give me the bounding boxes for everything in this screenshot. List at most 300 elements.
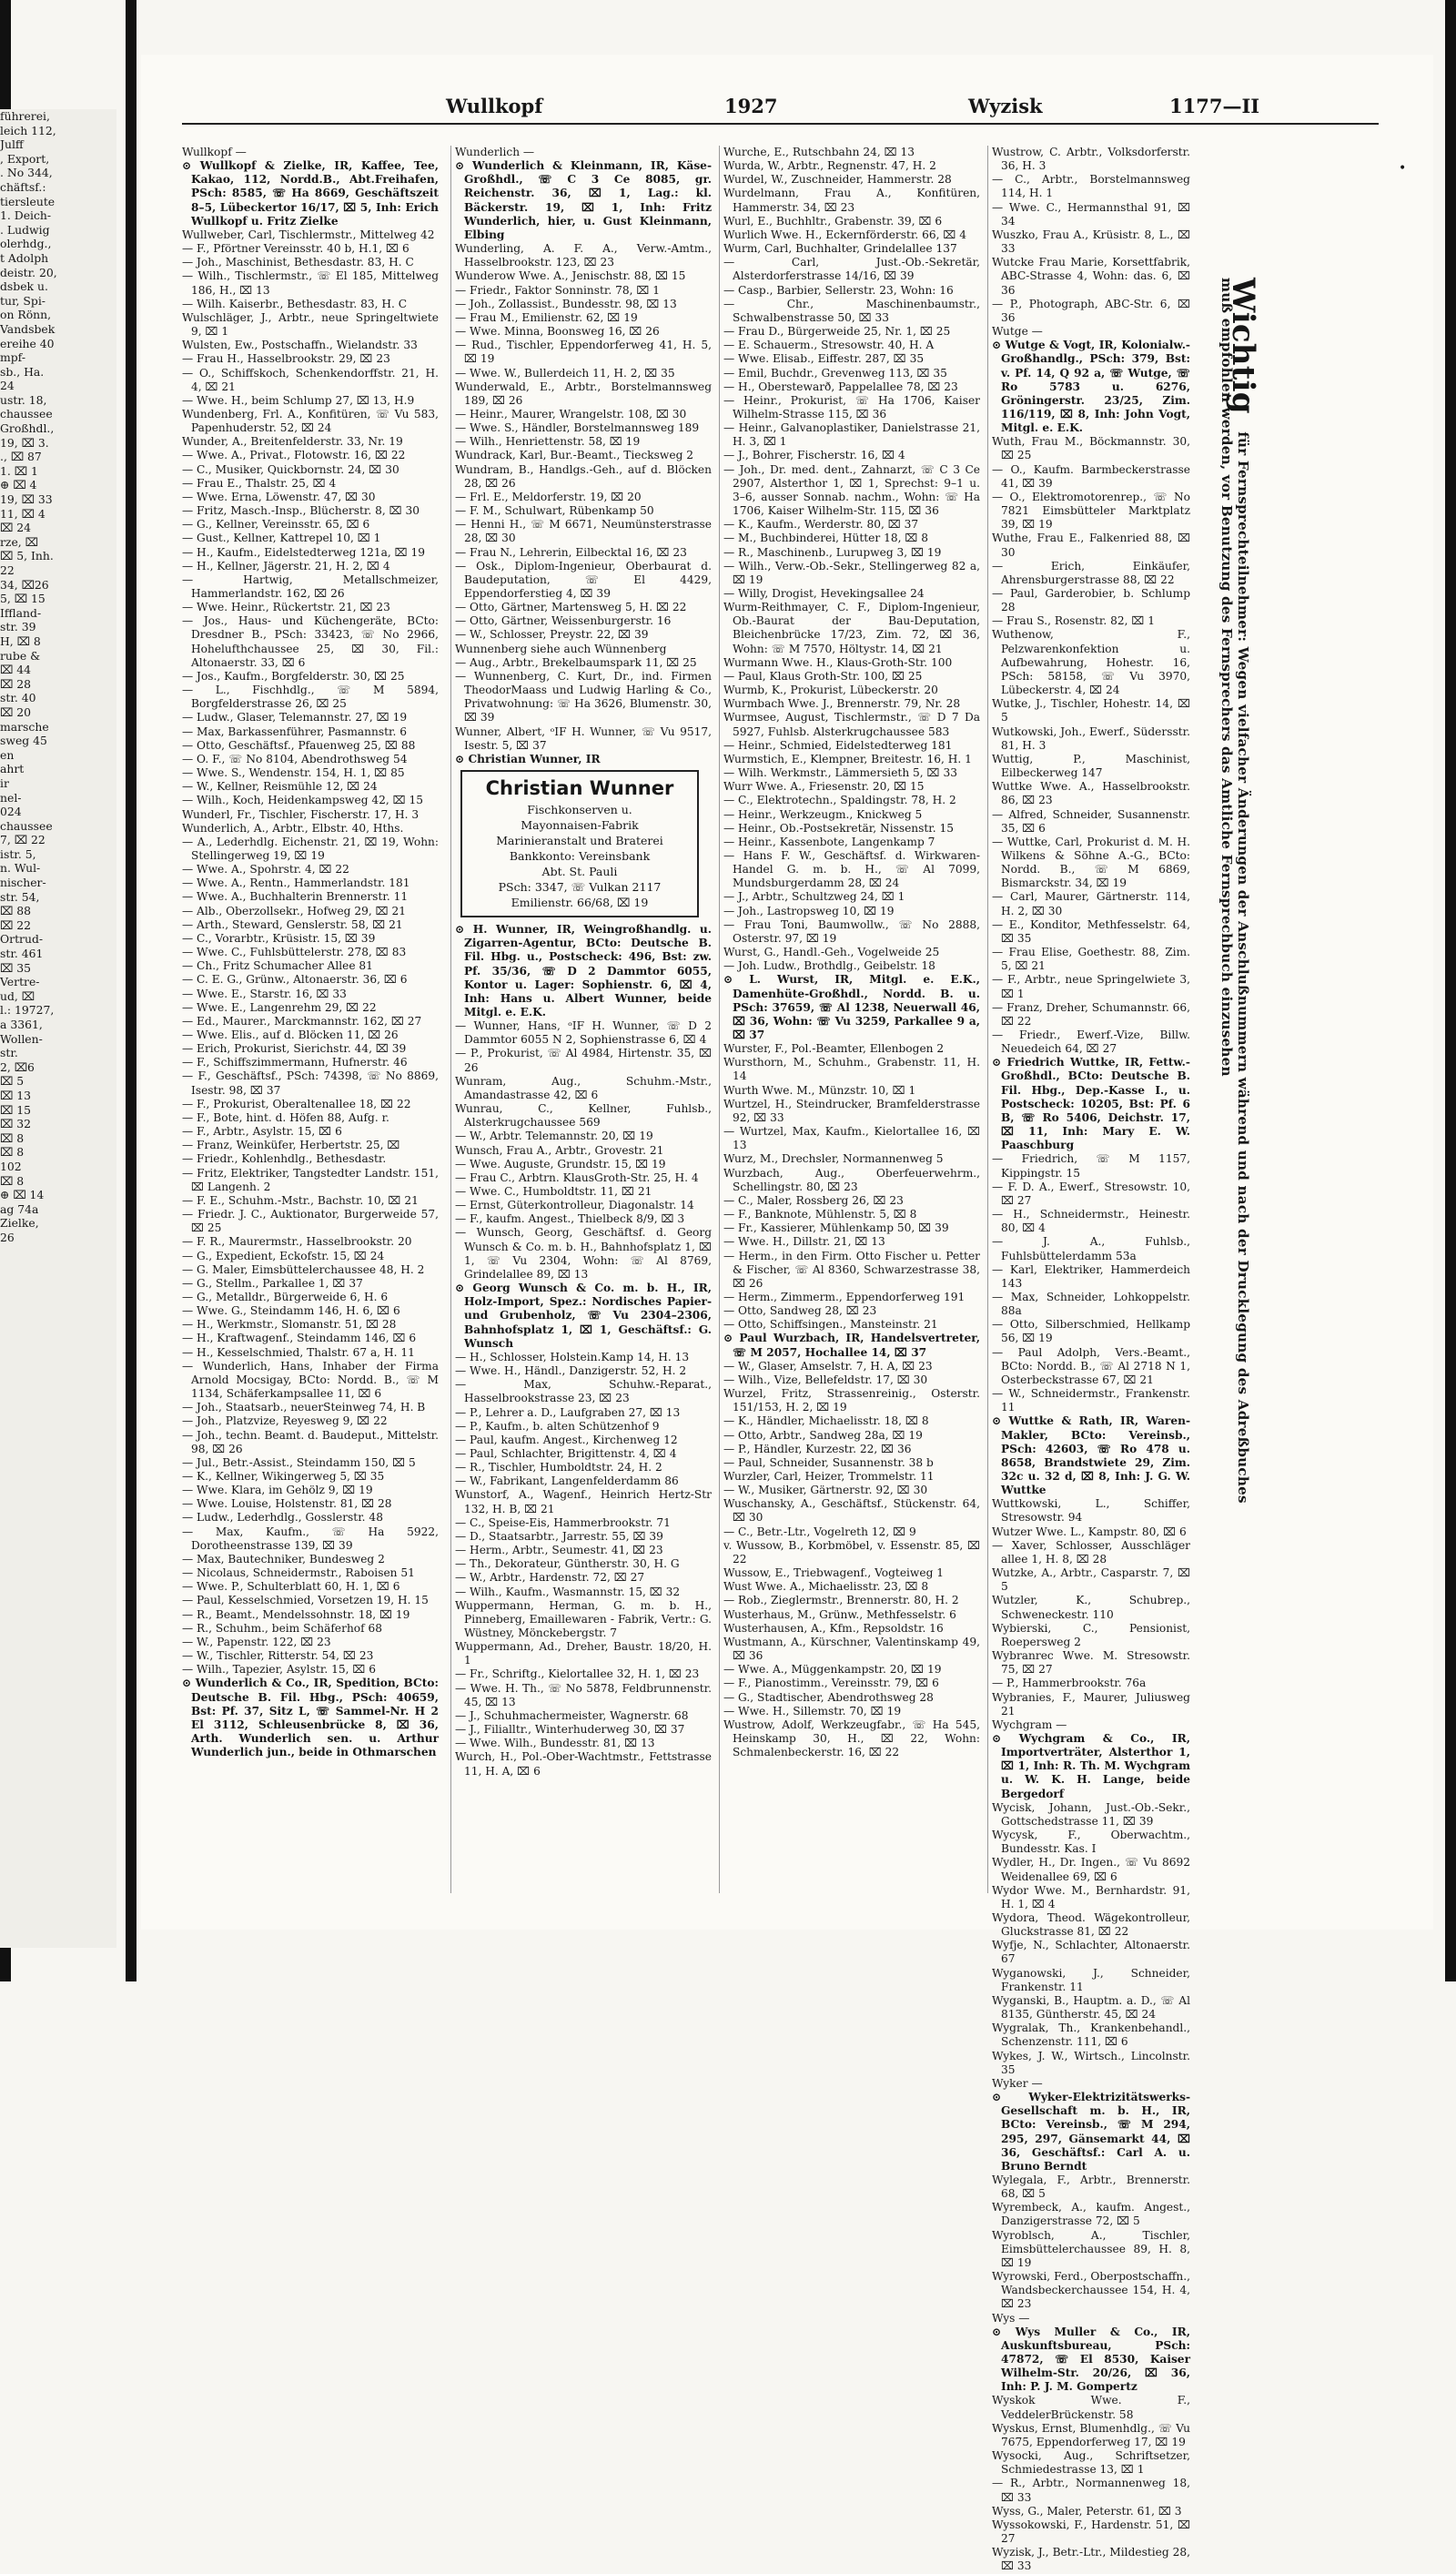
directory-entry: — Ludw., Glaser, Telemannstr. 27, ⌧ 19 [182, 711, 408, 725]
directory-entry: — F. R., Maurermstr., Hasselbrookstr. 20 [182, 1235, 412, 1249]
directory-entry: — Wilh. Werkmstr., Lämmersieth 5, ⌧ 33 [723, 766, 957, 780]
directory-entry: — Ernst, Güterkontrolleur, Diagonalstr. 14 [455, 1199, 694, 1212]
directory-entry: Wurda, W., Arbtr., Regnenstr. 47, H. 2 [723, 159, 936, 173]
fragment-line: Großhdl., [0, 421, 55, 436]
directory-entry: — Willy, Drogist, Hevekingsallee 24 [723, 587, 925, 600]
directory-entry: — Wwe. C., Humboldtstr. 11, ⌧ 21 [455, 1185, 652, 1198]
directory-entry: Wychgram — [992, 1718, 1067, 1731]
directory-entry: — Fritz, Elektriker, Tangstedter Landstr. 151, ⌧ Langenh. 2 [182, 1166, 439, 1193]
directory-entry: — Otto, Schiffsingen., Mansteinstr. 21 [723, 1318, 938, 1332]
directory-entry: — Erich, Prokurist, Sierichstr. 44, ⌧ 39 [182, 1042, 407, 1056]
directory-entry: — Wwe. A., Privat., Flotowstr. 16, ⌧ 22 [182, 449, 406, 462]
scan-binding-right [1445, 0, 1456, 1981]
ad-line: Emilienstr. 66/68, ⌧ 19 [511, 896, 649, 910]
ad-line: Abt. St. Pauli [541, 865, 618, 879]
directory-entry: — J., Filialltr., Winterhuderweg 30, ⌧ 37 [455, 1723, 685, 1737]
directory-entry: Wyzisk, J., Betr.-Ltr., Mildestieg 28, ⌧ 33 [992, 2546, 1190, 2573]
directory-entry: — J., Bohrer, Fischerstr. 16, ⌧ 4 [723, 449, 905, 462]
directory-entry: Wutzler, K., Schubrep., Schweneckestr. 110 [992, 1594, 1190, 1621]
directory-entry: — Friedr., Faktor Sonninstr. 78, ⌧ 1 [455, 283, 661, 297]
fragment-line: 5, ⌧ 15 [0, 592, 46, 606]
fragment-line: ⌧ 8 [0, 1145, 25, 1160]
directory-entry: — G., Kellner, Vereinsstr. 65, ⌧ 6 [182, 518, 370, 532]
directory-entry: — Wilh., Tapezier, Asylstr. 15, ⌧ 6 [182, 1663, 377, 1677]
fragment-line: ⌧ 32 [0, 1117, 31, 1131]
directory-entry: — H., Oberstewarð, Pappelallee 78, ⌧ 23 [723, 380, 958, 393]
directory-entry: Wyskok Wwe. F., VeddelerBrückenstr. 58 [992, 2394, 1190, 2421]
fragment-line: ir [0, 775, 9, 790]
directory-entry: — Heinr., Maurer, Wrangelstr. 108, ⌧ 30 [455, 407, 687, 421]
directory-entry: — Joh., Staatsarb., neuerSteinweg 74, H. B [182, 1401, 426, 1414]
directory-entry: — O., Schiffskoch, Schenkendorffstr. 21, H. 4, ⌧ 21 [182, 366, 439, 393]
directory-entry: — C., Betr.-Ltr., Vogelreth 12, ⌧ 9 [723, 1525, 916, 1538]
directory-entry: Wyss, G., Maler, Peterstr. 61, ⌧ 3 [992, 2504, 1182, 2518]
directory-entry: — Frau D., Bürgerweide 25, Nr. 1, ⌧ 25 [723, 325, 951, 339]
directory-entry: Wurz, M., Drechsler, Normannenweg 5 [723, 1152, 944, 1166]
fragment-line: ⌧ 20 [0, 704, 31, 719]
directory-entry: ⊙ Wuttke & Rath, IR, Waren-Makler, BCto: Vereinsb., PSch: 42603, ☏ Ro 478 u. 8658, Brandstwiete 29, Zim. 32c u. 32 d, ⌧ 8, Inh: J. G. W. Wuttke [992, 1414, 1190, 1497]
directory-entry: — Franz, Dreher, Schumannstr. 66, ⌧ 22 [992, 1000, 1190, 1028]
directory-entry: — Frau Elise, Goethestr. 88, Zim. 5, ⌧ 21 [992, 946, 1190, 973]
directory-entry: — W., Musiker, Gärtnerstr. 92, ⌧ 30 [723, 1484, 928, 1497]
directory-entry: — F., Schiffszimmermann, Hufnerstr. 46 [182, 1056, 408, 1069]
directory-entry: — Wilh., Tischlermstr., ☏ El 185, Mittelweg 186, H., ⌧ 13 [182, 269, 439, 297]
directory-entry: — Fr., Kassierer, Mühlenkamp 50, ⌧ 39 [723, 1221, 949, 1235]
directory-entry: — Otto, Gärtner, Martensweg 5, H. ⌧ 22 [455, 601, 687, 614]
directory-entry: — F., Arbtr., neue Springelwiete 3, ⌧ 1 [992, 973, 1190, 1000]
directory-entry: — Frau M., Emilienstr. 62, ⌧ 19 [455, 310, 638, 324]
fragment-line: . Ludwig [0, 222, 50, 237]
directory-entry: — Carl, Maurer, Gärtnerstr. 114, H. 2, ⌧ 30 [992, 890, 1190, 917]
fragment-line: 1. Deich- [0, 208, 52, 223]
fragment-line: nel- [0, 790, 22, 805]
directory-entry: Wurzler, Carl, Heizer, Trommelstr. 11 [723, 1470, 935, 1483]
directory-entry: Wustrow, C. Arbtr., Volksdorferstr. 36, H. 3 [992, 146, 1190, 173]
directory-entry: — Max, Barkassenführer, Pasmannstr. 6 [182, 725, 408, 738]
directory-entry: — W., Arbtr., Hardenstr. 72, ⌧ 27 [455, 1571, 645, 1585]
directory-entry: — Otto, Gärtner, Weissenburgerstr. 16 [455, 614, 672, 628]
directory-entry: Wunner, Albert, ᵒIF H. Wunner, ☏ Vu 9517, Isestr. 5, ⌧ 37 [455, 725, 712, 752]
directory-entry: Wustmann, A., Kürschner, Valentinskamp 49, ⌧ 36 [723, 1635, 980, 1663]
directory-entry: — Wwe. H., Händl., Danzigerstr. 52, H. 2 [455, 1364, 687, 1378]
directory-entry: — Wilh., Koch, Heidenkampsweg 42, ⌧ 15 [182, 794, 424, 807]
directory-entry: Wurdel, W., Zuschneider, Hammerstr. 28 [723, 173, 952, 187]
fragment-line: ., ⌧ 87 [0, 450, 42, 464]
directory-entry: Wurzbach, Aug., Oberfeuerwehrm., Schellingstr. 80, ⌧ 23 [723, 1166, 980, 1193]
directory-entry: — H., Kraftwagenf., Steindamm 146, ⌧ 6 [182, 1332, 417, 1345]
directory-entry: — F., Pianostimm., Vereinsstr. 79, ⌧ 6 [723, 1677, 939, 1690]
directory-entry: — Wurtzel, Max, Kaufm., Kielortallee 16, ⌧ 13 [723, 1125, 980, 1152]
directory-entry: Wurch, H., Pol.-Ober-Wachtmstr., Fettstrasse 11, H. A, ⌧ 6 [455, 1750, 712, 1778]
fragment-line: str. 40 [0, 691, 36, 705]
directory-entry: Wunderl, Fr., Tischler, Fischerstr. 17, H. 3 [182, 807, 420, 821]
directory-entry: — Frau S., Rosenstr. 82, ⌧ 1 [992, 614, 1156, 628]
directory-entry: — Wwe. Heinr., Rückertstr. 21, ⌧ 23 [182, 601, 390, 614]
directory-entry: — Wwe. Erna, Löwenstr. 47, ⌧ 30 [182, 490, 376, 503]
directory-entry: — Max, Bautechniker, Bundesweg 2 [182, 1552, 385, 1566]
directory-entry: Wuttke Wwe. A., Hasselbrookstr. 86, ⌧ 23 [992, 780, 1190, 807]
directory-entry: — Joh. Ludw., Brothdlg., Geibelstr. 18 [723, 959, 935, 973]
directory-entry: — Wwe. W., Bullerdeich 11, H. 2, ⌧ 35 [455, 366, 675, 380]
directory-entry: — R., Beamt., Mendelssohnstr. 18, ⌧ 19 [182, 1607, 410, 1621]
directory-entry: — Wwe. G., Steindamm 146, H. 6, ⌧ 6 [182, 1304, 400, 1318]
fragment-line: olerhdg., [0, 237, 52, 251]
directory-entry: — P., Kaufm., b. alten Schützenhof 9 [455, 1419, 660, 1433]
directory-entry: — Wwe. P., Schulterblatt 60, H. 1, ⌧ 6 [182, 1580, 400, 1594]
ad-line: PSch: 3347, ☏ Vulkan 2117 [498, 880, 662, 895]
directory-entry: — Carl, Just.-Ob.-Sekretär, Alsterdorferstrasse 14/16, ⌧ 39 [723, 256, 980, 283]
directory-entry: Wutge — [992, 325, 1043, 339]
directory-entry: — Henni H., ☏ M 6671, Neumünsterstrasse 28, ⌧ 30 [455, 518, 712, 545]
directory-entry: ⊙ Wutge & Vogt, IR, Kolonialw.-Großhandlg., PSch: 379, Bst: v. Pf. 14, Q 92 a, ☏ Wutge, ☏ Ro 5783 u. 6276, Gröningerstr. 23/25, Zim. 116/119, ⌧ 8, Inh: John Vogt, Mitgl. e. E.K. [992, 339, 1190, 435]
directory-entry: — Rud., Tischler, Eppendorferweg 41, H. 5, ⌧ 19 [455, 339, 712, 366]
directory-entry: Wygralak, Th., Krankenbehandl., Schenzenstr. 111, ⌧ 6 [992, 2022, 1190, 2049]
directory-entry: — Wwe. E., Starstr. 16, ⌧ 33 [182, 987, 347, 1000]
fragment-line: t Adolph [0, 250, 49, 265]
directory-entry: Wunderlich, A., Arbtr., Elbstr. 40, Hths. [182, 821, 404, 835]
column-2 [450, 146, 712, 1893]
directory-entry: — Karl, Elektriker, Hammerdeich 143 [992, 1262, 1190, 1290]
fragment-line: ⌧ 5 [0, 1074, 25, 1089]
directory-entry: — Joh., Lastropsweg 10, ⌧ 19 [723, 904, 895, 917]
directory-entry: Wutzke, A., Arbtr., Casparstr. 7, ⌧ 5 [992, 1566, 1190, 1594]
directory-entry: — Max, Kaufm., ☏ Ha 5922, Dorotheenstrasse 139, ⌧ 39 [182, 1525, 439, 1552]
directory-entry: — Joh., Platzvize, Reyesweg 9, ⌧ 22 [182, 1414, 388, 1428]
directory-entry: — Heinr., Prokurist, ☏ Ha 1706, Kaiser Wilhelm-Strasse 115, ⌧ 36 [723, 393, 980, 421]
running-header [182, 86, 1379, 125]
directory-entry: Wurr Wwe. A., Friesenstr. 20, ⌧ 15 [723, 780, 925, 794]
directory-entry: — Wunner, Hans, ᵒIF H. Wunner, ☏ D 2 Dammtor 6055 N 2, Sophienstrasse 6, ⌧ 4 [455, 1019, 712, 1047]
directory-entry: — Fritz, Masch.-Insp., Blücherstr. 8, ⌧ 30 [182, 504, 420, 518]
directory-entry: Wunderlich — [455, 146, 535, 158]
directory-entry: — Wunderlich, Hans, Inhaber der Firma Arnold Mocsigay, BCto: Nordd. B., ☏ M 1134, Schäferkampsallee 11, ⌧ 6 [182, 1359, 439, 1401]
directory-entry: — Wilh. Kaiserbr., Bethesdastr. 83, H. C [182, 297, 408, 310]
fragment-line: 024 [0, 805, 22, 819]
fragment-line: ⊕ ⌧ 14 [0, 1188, 45, 1202]
directory-entry: — Nicolaus, Schneidermstr., Raboisen 51 [182, 1566, 415, 1580]
column-1 [182, 146, 439, 1893]
directory-entry: Wys — [992, 2311, 1030, 2325]
directory-entry: ⊙ Georg Wunsch & Co. m. b. H., IR, Holz-Import, Spez.: Nordisches Papier- und Grubenholz, ☏ Vu 2304–2306, Bahnhofsplatz 1, ⌧ 1, Geschäftsf.: G. Wunsch [455, 1282, 712, 1350]
directory-entry: Wutzer Wwe. L., Kampstr. 80, ⌧ 6 [992, 1525, 1187, 1538]
directory-entry: Wuszko, Frau A., Krüsistr. 8, L., ⌧ 33 [992, 228, 1190, 256]
directory-entry: Wulschläger, J., Arbtr., neue Springeltwiete 9, ⌧ 1 [182, 310, 439, 339]
fragment-line: ⌧ 28 [0, 676, 31, 691]
directory-entry: — O., Kaufm. Barmbeckerstrasse 41, ⌧ 39 [992, 462, 1190, 490]
directory-entry: Wunderow Wwe. A., Jenischstr. 88, ⌧ 15 [455, 269, 686, 283]
directory-entry: — Joh., Dr. med. dent., Zahnarzt, ☏ C 3 Ce 2907, Alsterthor 1, ⌧ 1, Sprechst: 9–1 u. 3–6, ausser Sonnab. nachm., Wohn: ☏ Ha 1706, Kaiser Wilhelm-Str. 115, ⌧ 36 [723, 462, 980, 518]
directory-entry: — Friedr. J. C., Auktionator, Burgerweide 57, ⌧ 25 [182, 1208, 439, 1235]
directory-entry: Wurm, Carl, Buchhalter, Grindelallee 137 [723, 242, 957, 256]
directory-entry: — Wwe. Auguste, Grundstr. 15, ⌧ 19 [455, 1157, 666, 1170]
directory-entry: Wusterhausen, A., Kfm., Repsoldstr. 16 [723, 1621, 944, 1635]
directory-entry: — Rob., Zieglermstr., Brennerstr. 80, H. 2 [723, 1594, 959, 1607]
directory-entry: — Wwe. A., Rentn., Hammerlandstr. 181 [182, 877, 410, 890]
directory-entry: ⊙ L. Wurst, IR, Mitgl. e. E.K., Damenhüte-Großhdl., Nordd. B. u. PSch: 37659, ☏ Al 1238, Neuerwall 46, ⌧ 36, Wohn: ☏ Vu 3259, Parkallee 9 a, ⌧ 37 [723, 973, 980, 1041]
directory-entry: — H., Schneidermstr., Heinestr. 80, ⌧ 4 [992, 1208, 1190, 1235]
fragment-line: ⌧ 8 [0, 1130, 25, 1145]
directory-entry: Wundram, B., Handlgs.-Geh., auf d. Blöcken 28, ⌧ 26 [455, 462, 712, 490]
directory-entry: — Wwe. Elisab., Eiffestr. 287, ⌧ 35 [723, 352, 925, 366]
directory-entry: Wyskus, Ernst, Blumenhdlg., ☏ Vu 7675, Eppendorferweg 17, ⌧ 19 [992, 2421, 1190, 2448]
directory-entry: ⊙ Wunderlich & Co., IR, Spedition, BCto: Deutsche B. Fil. Hbg., PSch: 40659, Bst: Pf. 37, Sitz L, ☏ Sammel-Nr. H 2 El 3112, Schleusenbrücke 8, ⌧ 36, Arth. Wunderlich sen. u. Arthur Wunderlich jun., beide in Othmarschen [182, 1677, 439, 1759]
directory-entry: — G. Maler, Eimsbüttelerchaussee 48, H. 2 [182, 1262, 425, 1276]
directory-entry: — Max, Schneider, Lohkoppelstr. 88a [992, 1290, 1190, 1318]
directory-entry: v. Wussow, B., Korbmöbel, v. Essenstr. 85, ⌧ 22 [723, 1538, 980, 1566]
directory-entry: — W., Kellner, Reismühle 12, ⌧ 24 [182, 780, 378, 794]
fragment-line: on Rönn, [0, 308, 52, 322]
directory-entry: — Th., Dekorateur, Güntherstr. 30, H. G [455, 1557, 680, 1571]
directory-entry: — F. D. A., Ewerf., Stresowstr. 10, ⌧ 27 [992, 1180, 1190, 1207]
notice-heading: Wichtig [1225, 278, 1261, 414]
directory-entry: Wundenberg, Frl. A., Konfitüren, ☏ Vu 583, Papenhuderstr. 52, ⌧ 24 [182, 407, 439, 435]
fragment-line: leich 112, [0, 123, 56, 137]
directory-entry: — G., Stellm., Parkallee 1, ⌧ 37 [182, 1276, 363, 1290]
directory-entry: ⊙ Wyker-Elektrizitätswerks-Gesellschaft m. b. H., IR, BCto: Vereinsb., ☏ M 294, 295, 297, Gänsemarkt 44, ⌧ 36, Geschäftsf.: Carl A. u. Bruno Berndt [992, 2091, 1190, 2173]
fragment-line: marsche [0, 719, 49, 734]
directory-entry: — Wwe. Klara, im Gehölz 9, ⌧ 19 [182, 1484, 373, 1497]
fragment-line: ⊕ ⌧ 4 [0, 478, 37, 492]
directory-entry: — Otto, Sandweg 28, ⌧ 23 [723, 1304, 877, 1318]
directory-entry: — Wwe. E., Langenrehm 29, ⌧ 22 [182, 1000, 377, 1014]
fragment-line: deistr. 20, [0, 265, 57, 279]
directory-entry: — Jos., Kaufm., Borgfelderstr. 30, ⌧ 25 [182, 669, 405, 683]
directory-entry: — J. A., Fuhlsb., Fuhlsbüttelerdamm 53a [992, 1235, 1190, 1262]
fragment-line: str. 54, [0, 889, 40, 904]
directory-entry: — Osk., Diplom-Ingenieur, Oberbaurat d. Baudeputation, ☏ El 4429, Eppendorferstieg 4, ⌧ 39 [455, 559, 712, 600]
directory-entry: Wuthe, Frau E., Falkenried 88, ⌧ 30 [992, 532, 1190, 559]
fragment-line: ahrt [0, 762, 25, 776]
fragment-line: Wollen- [0, 1031, 43, 1046]
directory-entry: Wybranrec Wwe. M. Stresowstr. 75, ⌧ 27 [992, 1649, 1190, 1677]
directory-entry: Wurdelmann, Frau A., Konfitüren, Hammerstr. 34, ⌧ 23 [723, 187, 980, 214]
fragment-line: rube & [0, 648, 41, 663]
directory-entry: Wyfje, N., Schlachter, Altonaerstr. 67 [992, 1939, 1190, 1966]
directory-entry: — Wwe. A., Müggenkampstr. 20, ⌧ 19 [723, 1663, 942, 1677]
fragment-line: mpf- [0, 350, 26, 365]
fragment-line: ⌧ 44 [0, 663, 31, 677]
directory-entry: — W., Schlosser, Preystr. 22, ⌧ 39 [455, 628, 649, 642]
directory-entry: Wuthenow, F., Pelzwarenkonfektion u. Aufbewahrung, Hohestr. 16, PSch: 58158, ☏ Vu 3970, Lübeckerstr. 4, ⌧ 24 [992, 628, 1190, 697]
directory-entry: — Friedr., Ewerf.-Vize, Billw. Neuedeich 64, ⌧ 27 [992, 1029, 1190, 1056]
directory-entry: Wurst, G., Handl.-Geh., Vogelweide 25 [723, 946, 940, 959]
fragment-line: ⌧ 5, Inh. [0, 549, 54, 563]
directory-entry: — Wwe. C., Fuhlsbüttelerstr. 278, ⌧ 83 [182, 946, 407, 959]
fragment-line: nischer- [0, 876, 46, 890]
fragment-line: str. 39 [0, 620, 36, 634]
directory-entry: ⊙ Wullkopf & Zielke, IR, Kaffee, Tee, Kakao, 112, Nordd.B., Abt.Freihafen, PSch: 8585, ☏ Ha 8669, Geschäftszeit 8–5, Lübeckertor 16/17, ⌧ 5, Inh: Erich Wullkopf u. Fritz Zielke [182, 159, 439, 228]
directory-entry: Wurmb, K., Prokurist, Lübeckerstr. 20 [723, 684, 938, 697]
directory-entry: — P., Photograph, ABC-Str. 6, ⌧ 36 [992, 297, 1190, 324]
directory-entry: — A., Lederhdlg. Eichenstr. 21, ⌧ 19, Wohn: Stellingerweg 19, ⌧ 19 [182, 835, 439, 862]
fragment-line: en [0, 747, 15, 762]
directory-entry: — Fr., Schriftg., Kielortallee 32, H. 1, ⌧ 23 [455, 1667, 700, 1681]
fragment-line: sb., Ha. [0, 364, 45, 379]
directory-entry: Wurm-Reithmayer, C. F., Diplom-Ingenieur, Ob.-Baurat der Bau-Deputation, Bleichenbrücke 17/23, Zim. 72, ⌧ 36, Wohn: ☏ M 7570, Höltystr. 14, ⌧ 21 [723, 601, 980, 655]
directory-entry: — D., Staatsarbtr., Jarrestr. 55, ⌧ 39 [455, 1529, 663, 1543]
directory-entry: — Wwe. Louise, Holstenstr. 81, ⌧ 28 [182, 1497, 392, 1511]
directory-entry: — Ch., Fritz Schumacher Allee 81 [182, 959, 373, 973]
directory-entry: Wyrembeck, A., kaufm. Angest., Danzigerstrasse 72, ⌧ 5 [992, 2201, 1190, 2228]
directory-entry: Wunderling, A. F. A., Verw.-Amtm., Hasselbrookstr. 123, ⌧ 23 [455, 242, 712, 269]
fragment-line: chaussee [0, 818, 53, 833]
directory-entry: Wussow, E., Triebwagenf., Vogteiweg 1 [723, 1566, 945, 1580]
directory-entry: — Friedrich, ☏ M 1157, Kippingstr. 15 [992, 1152, 1190, 1180]
header-last-name: Wyzisk [968, 95, 1043, 117]
directory-entry: Wurzel, Fritz, Strassenreinig., Osterstr. 151/153, H. 2, ⌧ 19 [723, 1387, 980, 1414]
directory-entry: Wurster, F., Pol.-Beamter, Ellenbogen 2 [723, 1042, 945, 1056]
fragment-line: 26 [0, 1230, 15, 1244]
directory-entry: — R., Tischler, Humboldtstr. 24, H. 2 [455, 1461, 662, 1474]
directory-entry: — C., Musiker, Quickbornstr. 24, ⌧ 30 [182, 462, 399, 476]
fragment-line: ⌧ 35 [0, 960, 31, 975]
fragment-line: 22 [0, 563, 15, 577]
directory-entry: — Hans F. W., Geschäftsf. d. Wirkwaren-Handel G. m. b. H., ☏ Al 7099, Mundsburgerdamm 28, ⌧ 24 [723, 848, 980, 890]
directory-entry: — C., Elektrotechn., Spaldingstr. 78, H. 2 [723, 794, 956, 807]
directory-entry: — J., Arbtr., Schultzweg 24, ⌧ 1 [723, 890, 905, 904]
directory-entry: — Heinr., Schmied, Eidelstedterweg 181 [723, 738, 953, 752]
fragment-line: ⌧ 13 [0, 1088, 31, 1102]
directory-entry: ⊙ Wunderlich & Kleinmann, IR, Käse-Großhdl., ☏ C 3 Ce 8085, gr. Reichenstr. 36, ⌧ 1, Lag.: kl. Bäckerstr. 19, ⌧ 1, Inh: Fritz Wunderlich, hier, u. Gust Kleinmann, Elbing [455, 159, 712, 241]
directory-entry: — Wuttke, Carl, Prokurist d. M. H. Wilkens & Söhne A.-G., BCto: Nordd. B., ☏ M 6869, Bismarckstr. 34, ⌧ 19 [992, 835, 1190, 890]
directory-entry: Wurmsee, August, Tischlermstr., ☏ D 7 Da 5927, Fuhlsb. Alsterkrugchaussee 583 [723, 711, 980, 738]
directory-entry: — K., Kellner, Wikingerweg 5, ⌧ 35 [182, 1470, 385, 1483]
directory-entry: — Heinr., Ob.-Postsekretär, Nissenstr. 15 [723, 821, 955, 835]
notice-text: für Fernsprechteilnehmer: Wegen vielfacher Änderungen der Anschlußnummern während und nach der Drucklegung des Adreßbuches muß empfohlen werden, vor Benutzung des Fernsprechers das Amtliche Fernsprechbuch einzusehen [1218, 278, 1251, 1504]
directory-entry: — K., Kaufm., Werderstr. 80, ⌧ 37 [723, 518, 919, 532]
fragment-line: 102 [0, 1159, 22, 1173]
directory-entry: — Otto, Arbtr., Sandweg 28a, ⌧ 19 [723, 1428, 923, 1442]
directory-entry: — C., Speise-Eis, Hammerbrookstr. 71 [455, 1515, 671, 1529]
directory-entry: Wuppermann, Herman, G. m. b. H., Pinneberg, Emaillewaren - Fabrik, Vertr.: G. Wüstney, Mönckebergstr. 7 [455, 1598, 712, 1639]
directory-entry: — Heinr., Galvanoplastiker, Danielstrasse 21, H. 3, ⌧ 1 [723, 421, 980, 449]
directory-entry: — Max, Schuhw.-Reparat., Hasselbrookstrasse 23, ⌧ 23 [455, 1378, 712, 1405]
directory-entry: — Wwe. H., Sillemstr. 70, ⌧ 19 [723, 1704, 902, 1718]
directory-entry: — Ed., Maurer., Marckmannstr. 162, ⌧ 27 [182, 1014, 422, 1028]
directory-entry: — Jul., Betr.-Assist., Steindamm 150, ⌧ 5 [182, 1455, 416, 1469]
fragment-line: Ortrud- [0, 932, 44, 947]
directory-entry: Wunsch, Frau A., Arbtr., Grovestr. 21 [455, 1143, 664, 1157]
fragment-line: istr. 5, [0, 846, 36, 861]
fragment-line: ud, ⌧ [0, 988, 35, 1003]
directory-entry: — Joh., Zollassist., Bundesstr. 98, ⌧ 13 [455, 297, 677, 310]
directory-entry: — Wilh., Kaufm., Wasmannstr. 15, ⌧ 32 [455, 1585, 681, 1598]
directory-entry: Wyganowski, J., Schneider, Frankenstr. 11 [992, 1966, 1190, 1993]
directory-entry: Wurmbach Wwe. J., Brennerstr. 79, Nr. 28 [723, 697, 961, 711]
directory-entry: — Wilh., Henriettenstr. 58, ⌧ 19 [455, 435, 641, 449]
directory-entry: Wydor Wwe. M., Bernhardstr. 91, H. 1, ⌧ 4 [992, 1883, 1190, 1910]
directory-entry: — Frau N., Lehrerin, Eilbecktal 16, ⌧ 23 [455, 545, 687, 559]
ad-line: Fischkonserven u. [527, 803, 632, 817]
directory-entry: Wunstorf, A., Wagenf., Heinrich Hertz-Str 132, H. B, ⌧ 21 [455, 1488, 712, 1515]
fragment-line: chäftsf.: [0, 179, 46, 194]
directory-entry: — W., Schneidermstr., Frankenstr. 11 [992, 1387, 1190, 1414]
directory-entry: Wullkopf — [182, 146, 247, 158]
directory-entry: — Arth., Steward, Genslerstr. 58, ⌧ 21 [182, 917, 403, 931]
directory-entry: — M., Buchbinderei, Hütter 18, ⌧ 8 [723, 532, 929, 545]
directory-entry: — O., Elektromotorenrep., ☏ No 7821 Eimsbütteler Marktplatz 39, ⌧ 19 [992, 490, 1190, 532]
directory-entry: — W., Papenstr. 122, ⌧ 23 [182, 1635, 331, 1648]
fragment-line: ustr. 18, [0, 392, 47, 407]
fragment-line: ⌧ 88 [0, 904, 31, 918]
directory-entry: — R., Maschinenb., Lurupweg 3, ⌧ 19 [723, 545, 942, 559]
directory-entry: — J., Schuhmachermeister, Wagnerstr. 68 [455, 1708, 689, 1722]
directory-entry: — Wwe. S., Wendenstr. 154, H. 1, ⌧ 85 [182, 766, 405, 780]
directory-entry: — Wwe. A., Spohrstr. 4, ⌧ 22 [182, 863, 349, 877]
directory-entry: — W., Arbtr. Telemannstr. 20, ⌧ 19 [455, 1130, 653, 1143]
directory-entry: — P., Prokurist, ☏ Al 4984, Hirtenstr. 35, ⌧ 26 [455, 1047, 712, 1074]
directory-entry: — Otto, Silberschmied, Hellkamp 56, ⌧ 19 [992, 1318, 1190, 1345]
column-4 [987, 146, 1190, 2573]
directory-entry: Wybranies, F., Maurer, Juliusweg 21 [992, 1690, 1190, 1718]
directory-entry: — Erich, Einkäufer, Ahrensburgerstrasse 88, ⌧ 22 [992, 559, 1190, 586]
fragment-line: . No 344, [0, 166, 53, 180]
fragment-line: sweg 45 [0, 734, 47, 748]
directory-entry: — F., kaufm. Angest., Thielbeck 8/9, ⌧ 3 [455, 1212, 685, 1226]
directory-entry: — Frau H., Hasselbrookstr. 29, ⌧ 23 [182, 352, 390, 366]
directory-entry: — Wilh., Verw.-Ob.-Sekr., Stellingerweg 82 a, ⌧ 19 [723, 559, 980, 586]
directory-entry: — W., Tischler, Ritterstr. 54, ⌧ 23 [182, 1649, 374, 1663]
directory-entry: — C., Arbtr., Borstelmannsweg 114, H. 1 [992, 173, 1190, 200]
directory-entry: Wuppermann, Ad., Dreher, Baustr. 18/20, H. 1 [455, 1640, 712, 1667]
directory-entry: — Paul, Garderobier, b. Schlump 28 [992, 587, 1190, 614]
fragment-line: rze, ⌧ [0, 534, 38, 549]
directory-entry: — P., Händler, Kurzestr. 22, ⌧ 36 [723, 1442, 912, 1455]
directory-entry: ⊙ Friedrich Wuttke, IR, Fettw.-Großhdl., BCto: Deutsche B. Fil. Hbg., Dep.-Kasse I., u. Postscheck: 10205, Bst: Pf. 6 B, ☏ Ro 5406, Deichstr. 17, ⌧ 11, Inh: Mary E. W. Paaschburg [992, 1056, 1190, 1152]
fragment-line: tur, Spi- [0, 293, 46, 308]
directory-entry: Wutcke Frau Marie, Korsettfabrik, ABC-Strasse 4, Wohn: das. 6, ⌧ 36 [992, 256, 1190, 297]
directory-entry: — Heinr., Kassenbote, Langenkamp 7 [723, 835, 935, 848]
directory-entry: — Joh., techn. Beamt. d. Baudeput., Mittelstr. 98, ⌧ 26 [182, 1428, 439, 1455]
directory-entry: — F. M., Schulwart, Rübenkamp 50 [455, 504, 654, 518]
directory-entry: — Herm., Arbtr., Seumestr. 41, ⌧ 23 [455, 1544, 663, 1557]
fragment-line: 34, ⌧26 [0, 577, 49, 592]
directory-entry: Wustrow, Adolf, Werkzeugfabr., ☏ Ha 545, Heinskamp 30, H., ⌧ 22, Wohn: Schmalenbeckerstr. 16, ⌧ 22 [723, 1718, 980, 1759]
directory-entry: Wurche, E., Rutschbahn 24, ⌧ 13 [723, 146, 915, 158]
directory-entry: Wunnenberg siehe auch Wünnenberg [455, 642, 667, 655]
directory-entry: Wurl, E., Buchhltr., Grabenstr. 39, ⌧ 6 [723, 214, 943, 228]
directory-entry: Wybierski, C., Pensionist, Roepersweg 2 [992, 1621, 1190, 1648]
directory-entry: — C., Vorarbtr., Krüsistr. 15, ⌧ 39 [182, 931, 376, 945]
directory-entry: — Jos., Haus- und Küchengeräte, BCto: Dresdner B., PSch: 33423, ☏ No 2966, Hohelufthchaussee 25, ⌧ 30, Fil.: Altonaerstr. 33, ⌧ 6 [182, 614, 439, 669]
directory-entry: — F., Banknote, Mühlenstr. 5, ⌧ 8 [723, 1208, 917, 1221]
directory-entry: — K., Händler, Michaelisstr. 18, ⌧ 8 [723, 1414, 929, 1428]
fragment-line: 24 [0, 379, 15, 393]
header-page-number: 1177—II [1169, 95, 1260, 117]
fragment-line: 19, ⌧ 33 [0, 492, 53, 507]
fragment-line: 11, ⌧ 4 [0, 506, 46, 521]
fragment-line: ereihe 40 [0, 336, 55, 350]
directory-entry: — Herm., in den Firm. Otto Fischer u. Petter & Fischer, ☏ Al 8360, Schwarzestrasse 38, ⌧ 26 [723, 1249, 980, 1290]
directory-entry: Wyganski, B., Hauptm. a. D., ☏ Al 8135, Güntherstr. 45, ⌧ 24 [992, 1993, 1190, 2022]
directory-entry: — Paul, Schlachter, Brigittenstr. 4, ⌧ 4 [455, 1446, 677, 1460]
directory-entry: — F., Pförtner Vereinsstr. 40 b, H.1, ⌧ 6 [182, 242, 410, 256]
directory-entry: — F., Prokurist, Oberaltenallee 18, ⌧ 22 [182, 1097, 411, 1110]
directory-entry: — Frl. E., Meldorferstr. 19, ⌧ 20 [455, 490, 642, 503]
directory-entry: — Wwe. H. Th., ☏ No 5878, Feldbrunnenstr. 45, ⌧ 13 [455, 1681, 712, 1708]
fragment-line: ag 74a [0, 1201, 39, 1216]
directory-entry: ⊙ Wychgram & Co., IR, Importverträter, Alsterthor 1, ⌧ 1, Inh: R. Th. M. Wychgram u. W. K. H. Lange, beide Bergedorf [992, 1731, 1190, 1800]
directory-entry: — C. E. G., Grünw., Altonaerstr. 36, ⌧ 6 [182, 973, 408, 987]
phone-notice-sidebar [1188, 278, 1261, 1534]
directory-entry: — Aug., Arbtr., Brekelbaumspark 11, ⌧ 25 [455, 655, 697, 669]
directory-entry: — Emil, Buchdr., Grevenweg 113, ⌧ 35 [723, 366, 947, 380]
fragment-line: Vertre- [0, 975, 40, 989]
scan-gutter [126, 0, 136, 1981]
directory-entry: — Wunnenberg, C. Kurt, Dr., ind. Firmen TheodorMaass und Ludwig Harling & Co., Privatwohnung: ☏ Ha 3626, Blumenstr. 30, ⌧ 39 [455, 669, 712, 725]
directory-entry: ⊙ Wys Muller & Co., IR, Auskunftsbureau, PSch: 47872, ☏ El 8530, Kaiser Wilhelm-Str. 20/26, ⌧ 36, Inh: P. J. M. Gompertz [992, 2325, 1190, 2394]
advertisement-box [460, 770, 699, 917]
